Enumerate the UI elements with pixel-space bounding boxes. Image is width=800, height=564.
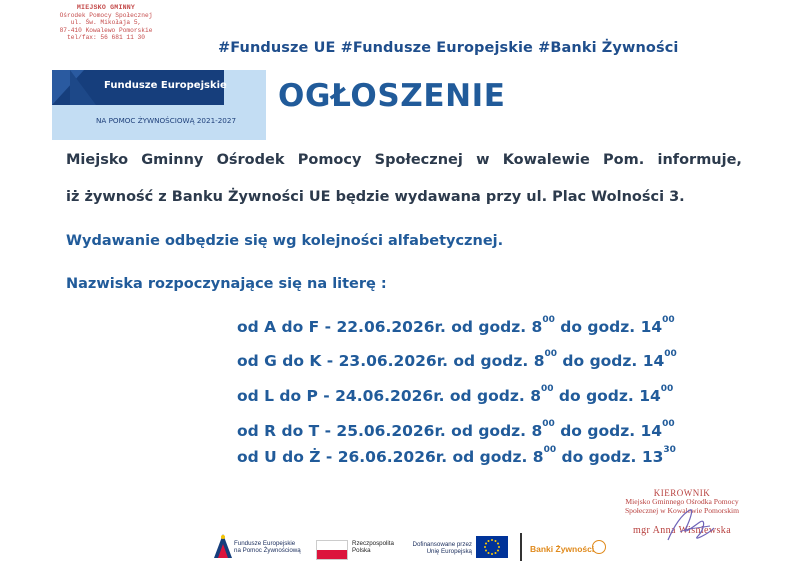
word: Kowalewie: [502, 152, 590, 168]
word: w: [476, 152, 490, 168]
fe-logo-subtitle: NA POMOC ŻYWNOŚCIOWĄ 2021-2027: [96, 116, 237, 125]
organization-stamp: [52, 4, 160, 42]
schedule-row: od A do F - 22.06.2026r. od godz. $8^{00}$ do godz. $14^{00}$: [237, 315, 675, 336]
schedule-row: od G do K - 23.06.2026r. od godz. $8^{00}$ do godz. $14^{00}$: [237, 349, 677, 370]
stamp-line: MIEJSKO GMINNY: [76, 4, 136, 11]
word: informuje,: [657, 152, 742, 168]
footer-fe-label: Fundusze Europejskie na Pomoc Żywnościową: [234, 540, 301, 555]
stamp-line: ul. Św. Mikołaja 5,: [70, 19, 142, 27]
hashtags: #Fundusze UE #Fundusze Europejskie #Banki Żywności: [218, 40, 679, 56]
fundusze-europejskie-icon: [214, 532, 232, 558]
paragraph-line-2: iż żywność z Banku Żywności UE będzie wydawana przy ul. Plac Wolności 3.: [66, 189, 685, 205]
word: Pom.: [603, 152, 645, 168]
paragraph-line-1: [66, 152, 742, 168]
surname-letter-intro: Nazwiska rozpoczynające się na literę :: [66, 276, 387, 292]
stamp-title: KIEROWNIK: [653, 488, 711, 498]
alphabetical-order-note: Wydawanie odbędzie się wg kolejności alfabetycznej.: [66, 233, 504, 249]
stamp-line: tel/fax: 56 681 11 30: [67, 34, 145, 42]
schedule-row: od U do Ż - 26.06.2026r. od godz. $8^{00}$ do godz. $13^{30}$: [237, 445, 676, 466]
word: Społecznej: [374, 152, 463, 168]
footer-eu-label: Dofinansowane przez Unię Europejską: [412, 541, 472, 556]
poland-flag-icon: [316, 540, 348, 560]
page-title: OGŁOSZENIE: [278, 78, 506, 114]
schedule-row: od R do T - 25.06.2026r. od godz. $8^{00}$ do godz. $14^{00}$: [237, 419, 675, 440]
signatory-name: mgr Anna Wiśniewska: [632, 525, 732, 537]
footer-banki-zywnosci-label: Banki Żywności: [530, 544, 595, 554]
stamp-org-line: Miejsko Gminnego Ośrodka Pomocy: [625, 497, 739, 506]
footer-divider: [520, 533, 522, 561]
stamp-line: 87-410 Kowalewo Pomorskie: [59, 26, 153, 34]
schedule-row: od L do P - 24.06.2026r. od godz. $8^{00}$ do godz. $14^{00}$: [237, 384, 674, 405]
stamp-org-line: Społecznej w Kowalewie Pomorskim: [624, 505, 740, 515]
word: Pomocy: [297, 152, 362, 168]
word: Ośrodek: [216, 152, 285, 168]
stamp-line: Ośrodek Pomocy Społecznej: [59, 11, 153, 19]
banki-zywnosci-icon: [592, 540, 606, 554]
fe-logo-title: Fundusze Europejskie: [104, 80, 227, 91]
word: Gminny: [141, 152, 204, 168]
handwritten-signature: [660, 506, 720, 544]
word: Miejsko: [66, 152, 129, 168]
footer-rp-label: Rzeczpospolita Polska: [352, 540, 394, 555]
eu-flag-icon: [476, 536, 508, 558]
